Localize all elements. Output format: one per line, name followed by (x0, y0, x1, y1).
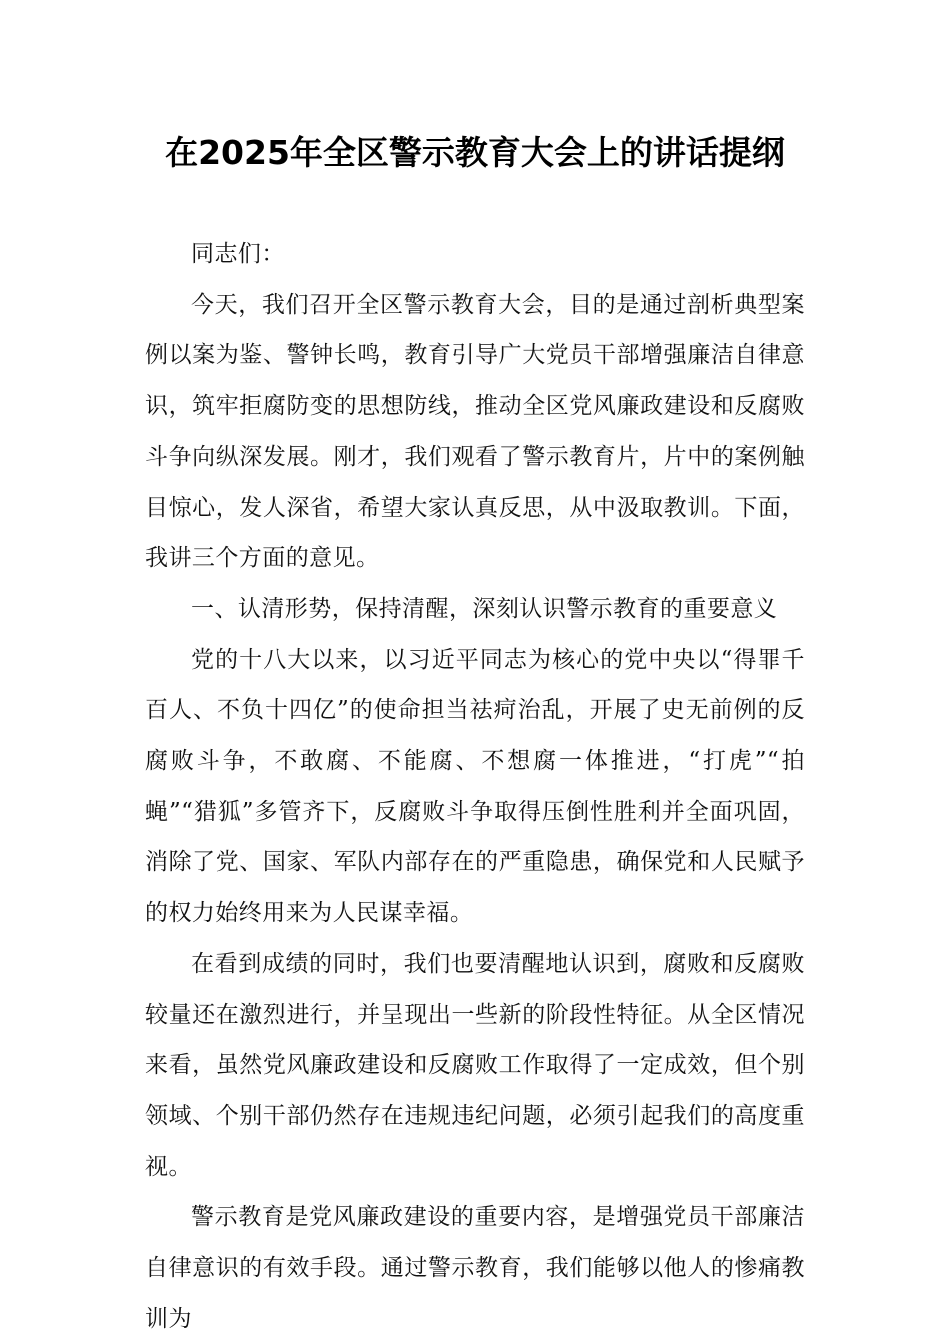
paragraph-challenges: 在看到成绩的同时，我们也要清醒地认识到，腐败和反腐败较量还在激烈进行，并呈现出一些新的阶段性特征。从全区情况来看，虽然党风廉政建设和反腐败工作取得了一定成效，但个别领域、个别干部仍然存在违规违纪问题，必须引起我们的高度重视。 (145, 950, 805, 1180)
paragraph-warning-education: 警示教育是党风廉政建设的重要内容，是增强党员干部廉洁自律意识的有效手段。通过警示教育，我们能够以他人的惨痛教训为 (145, 1204, 805, 1332)
paragraph-intro: 今天，我们召开全区警示教育大会，目的是通过剖析典型案例以案为鉴、警钟长鸣，教育引导广大党员干部增强廉洁自律意识，筑牢拒腐防变的思想防线，推动全区党风廉政建设和反腐败斗争向纵深发展。刚才，我们观看了警示教育片，片中的案例触目惊心，发人深省，希望大家认真反思，从中汲取教训。下面，我讲三个方面的意见。 (145, 291, 805, 572)
section-heading-1: 一、认清形势，保持清醒，深刻认识警示教育的重要意义 (191, 595, 778, 622)
paragraph-situation: 党的十八大以来，以习近平同志为核心的党中央以“得罪千百人、不负十四亿”的使命担当祛疴治乱，开展了史无前例的反腐败斗争，不敢腐、不能腐、不想腐一体推进，“打虎”“拍蝇”“猎狐”多管齐下，反腐败斗争取得压倒性胜利并全面巩固，消除了党、国家、军队内部存在的严重隐患，确保党和人民赋予的权力始终用来为人民谋幸福。 (145, 646, 805, 927)
document-body (145, 229, 805, 1344)
salutation: 同志们： (191, 241, 285, 267)
document-title: 在2025年全区警示教育大会上的讲话提纲 (165, 133, 785, 172)
